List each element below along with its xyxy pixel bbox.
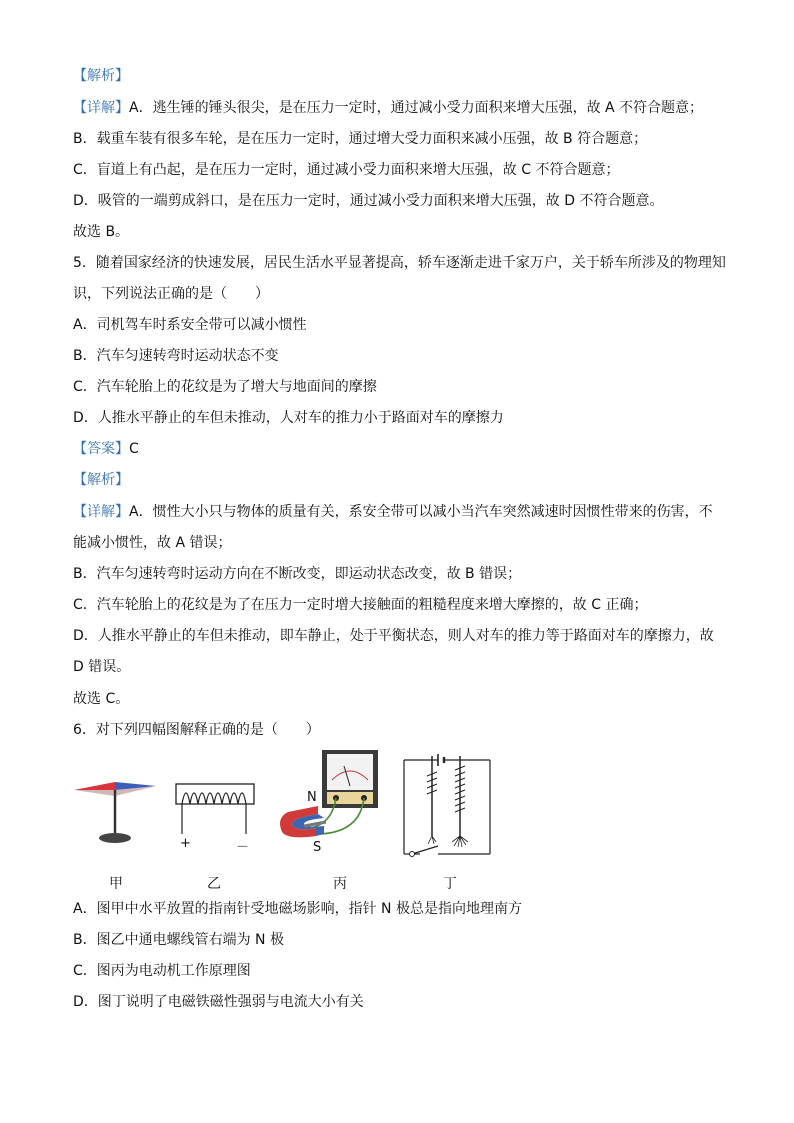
figure-label-yi: 乙 [207,876,221,892]
question-5-option-a: A．司机驾车时系安全带可以减小惯性 [73,317,307,333]
answer-heading: 【答案】 [73,441,129,457]
solenoid-plus-label: + [180,836,191,851]
question-5-option-d: D．人推水平静止的车但未推动，人对车的推力小于路面对车的摩擦力 [73,410,504,426]
analysis-heading: 【解析】 [73,68,129,84]
question-6-stem: 6．对下列四幅图解释正确的是（ ） [73,722,320,738]
explanation-line-d: D．吸管的一端剪成斜口，是在压力一定时，通过减小受力面积来增大压强，故 D 不符合题意。 [73,193,664,209]
question-5-option-c: C．汽车轮胎上的花纹是为了增大与地面间的摩擦 [73,379,377,395]
answer-value: C [129,441,139,457]
explanation-line-d-2: D．人推水平静止的车但未推动，即车静止，处于平衡状态，则人对车的推力等于路面对车的摩擦力，故 [73,628,714,644]
explanation-line-c: C．盲道上有凸起，是在压力一定时，通过减小受力面积来增大压强，故 C 不符合题意； [73,162,620,178]
question-6-option-b: B．图乙中通电螺线管右端为 N 极 [73,932,284,948]
explanation-line-c-2: C．汽车轮胎上的花纹是为了在压力一定时增大接触面的粗糙程度来增大摩擦的，故 C 正确； [73,597,648,613]
figure-label-bing: 丙 [333,876,347,892]
question-5-stem-cont: 识，下列说法正确的是（ ） [73,286,269,302]
detail-paragraph-2 [73,502,713,522]
question-5-stem: 5．随着国家经济的快速发展，居民生活水平显著提高，轿车逐渐走进千家万户，关于轿车所涉及的物理知 [73,255,726,271]
figure-label-jia: 甲 [109,876,123,892]
magnet-n-label: N [307,790,317,805]
explanation-line-d-2-cont: D 错误。 [73,659,131,675]
question-5-option-b: B．汽车匀速转弯时运动状态不变 [73,348,279,364]
question-6-option-d: D．图丁说明了电磁铁磁性强弱与电流大小有关 [73,994,364,1010]
figure-jia-compass [70,772,160,848]
explanation-line-b: B．载重车装有很多车轮，是在压力一定时，通过增大受力面积来减小压强，故 B 符合题意； [73,131,648,147]
solenoid-minus-label: － [236,840,250,855]
detail-heading: 【详解】 [73,100,129,116]
compass-base [99,833,131,843]
detail-text-2-cont: 能减小惯性，故 A 错误； [73,535,232,551]
figure-bing-meter-magnet [274,748,384,852]
question-6-option-a: A．图甲中水平放置的指南针受地磁场影响，指针 N 极总是指向地理南方 [73,901,522,917]
detail-heading-2: 【详解】 [73,504,129,520]
detail-text-2: A．惯性大小只与物体的质量有关，系安全带可以减小当汽车突然减速时因惯性带来的伤害，不 [129,504,713,520]
answer-line [73,439,139,459]
detail-text: A．逃生锤的锤头很尖，是在压力一定时，通过减小受力面积来增大压强，故 A 不符合题意； [129,100,704,116]
question-6-option-c: C．图丙为电动机工作原理图 [73,963,251,979]
explanation-line-b-2: B．汽车匀速转弯时运动方向在不断改变，即运动状态改变，故 B 错误； [73,566,522,582]
magnet-s-label: S [313,840,322,855]
detail-paragraph [73,98,703,118]
conclusion-line-2: 故选 C。 [73,691,130,707]
conclusion-line: 故选 B。 [73,224,130,240]
analysis-heading-2: 【解析】 [73,472,129,488]
figure-label-ding: 丁 [443,876,457,892]
figure-ding-electromagnets [398,750,494,860]
compass-needle-red [74,782,115,790]
